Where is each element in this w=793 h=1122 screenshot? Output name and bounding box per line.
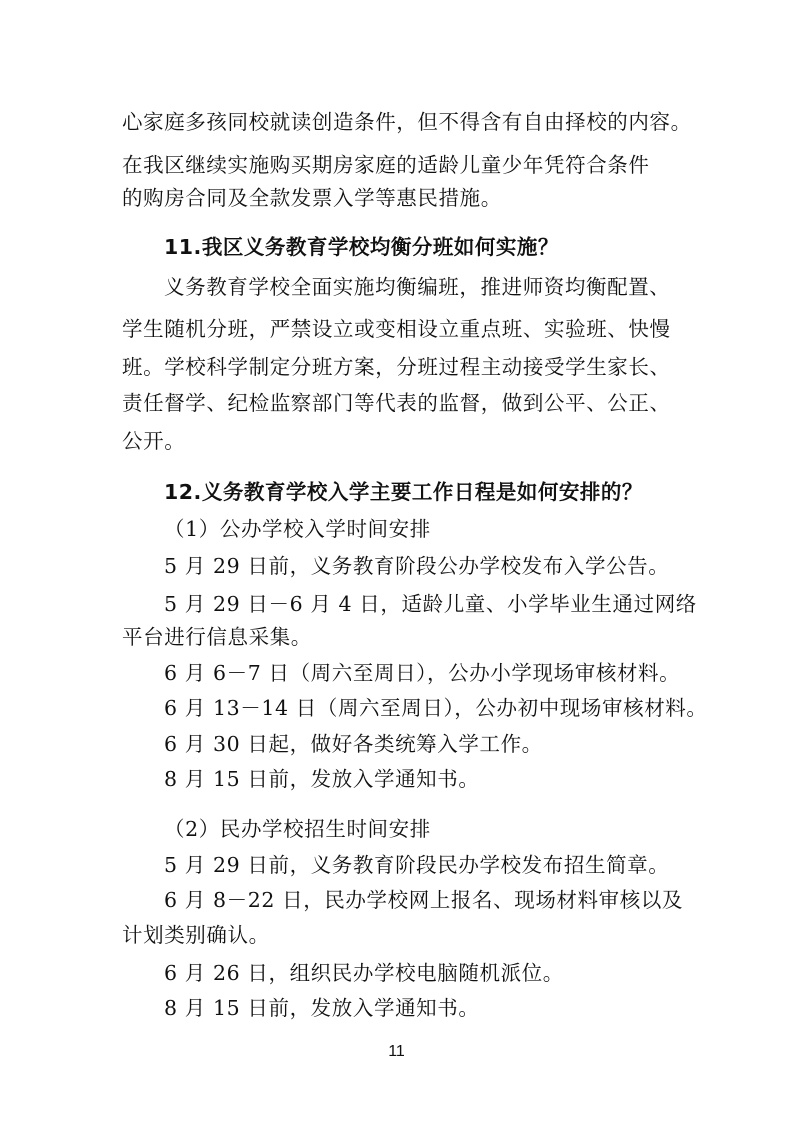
- public-schools-subheading: （1）公办学校入学时间安排: [164, 517, 431, 541]
- public-schedule-line-7: 8 月 15 日前，发放入学通知书。: [164, 767, 480, 791]
- public-schedule-line-2: 5 月 29 日－6 月 4 日，适龄儿童、小学毕业生通过网络: [164, 592, 697, 616]
- private-schools-subheading: （2）民办学校招生时间安排: [164, 817, 431, 841]
- section-11-line-2: 学生随机分班，严禁设立或变相设立重点班、实验班、快慢: [122, 317, 671, 341]
- intro-line-3: 的购房合同及全款发票入学等惠民措施。: [122, 186, 502, 210]
- intro-line-1: 心家庭多孩同校就读创造条件，但不得含有自由择校的内容。: [122, 110, 692, 134]
- section-11-line-3: 班。学校科学制定分班方案，分班过程主动接受学生家长、: [122, 355, 671, 379]
- private-schedule-line-3: 计划类别确认。: [122, 923, 270, 947]
- public-schedule-line-6: 6 月 30 日起，做好各类统筹入学工作。: [164, 732, 543, 756]
- public-schedule-line-3: 平台进行信息采集。: [122, 625, 312, 649]
- page-number: 11: [388, 1043, 405, 1060]
- section-11-line-1: 义务教育学校全面实施均衡编班，推进师资均衡配置、: [164, 275, 671, 299]
- public-schedule-line-4: 6 月 6－7 日（周六至周日），公办小学现场审核材料。: [164, 661, 681, 685]
- section-12-heading: 12.义务教育学校入学主要工作日程是如何安排的？: [164, 480, 643, 504]
- private-schedule-line-5: 8 月 15 日前，发放入学通知书。: [164, 996, 480, 1020]
- public-schedule-line-5: 6 月 13－14 日（周六至周日），公办初中现场审核材料。: [164, 696, 708, 720]
- private-schedule-line-4: 6 月 26 日，组织民办学校电脑随机派位。: [164, 961, 564, 985]
- public-schedule-line-1: 5 月 29 日前，义务教育阶段公办学校发布入学公告。: [164, 554, 670, 578]
- private-schedule-line-2: 6 月 8－22 日，民办学校网上报名、现场材料审核以及: [164, 888, 684, 912]
- section-11-heading: 11.我区义务教育学校均衡分班如何实施？: [164, 235, 559, 259]
- section-11-line-4: 责任督学、纪检监察部门等代表的监督，做到公平、公正、: [122, 391, 671, 415]
- section-11-line-5: 公开。: [122, 429, 186, 453]
- intro-line-2: 在我区继续实施购买期房家庭的适龄儿童少年凭符合条件: [122, 153, 650, 177]
- private-schedule-line-1: 5 月 29 日前，义务教育阶段民办学校发布招生简章。: [164, 853, 670, 877]
